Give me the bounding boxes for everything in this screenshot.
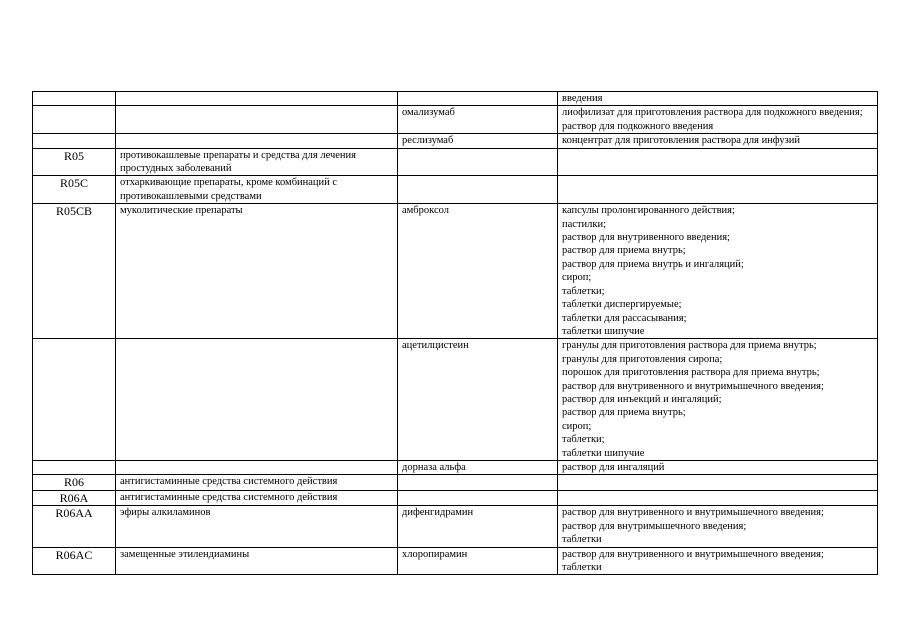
drug-name-cell xyxy=(398,92,558,106)
atc-code-cell xyxy=(33,92,116,106)
dosage-form-item: капсулы пролонгированного действия; xyxy=(562,205,735,217)
dosage-form-item: раствор для приема внутрь; xyxy=(562,245,686,257)
group-name-cell xyxy=(116,92,398,106)
dosage-form-item: таблетки xyxy=(562,562,602,573)
drug-name-cell xyxy=(398,490,558,506)
group-name-cell: муколитические препараты xyxy=(116,204,398,339)
dosage-form-item: раствор для внутривенного и внутримышечного введения; xyxy=(562,507,824,519)
dosage-forms-cell xyxy=(558,92,878,106)
dosage-form-item: раствор для внутривенного и внутримышечного введения; xyxy=(562,380,824,392)
drug-name-cell: ацетилцистеин xyxy=(398,339,558,461)
dosage-form-item: таблетки; xyxy=(562,434,605,446)
dosage-form-item: раствор для приема внутрь и ингаляций; xyxy=(562,258,744,270)
dosage-form-item: таблетки шипучие xyxy=(562,447,645,459)
table-row xyxy=(33,490,878,506)
dosage-form-item: таблетки xyxy=(562,534,602,546)
dosage-form-item: порошок для приготовления раствора для приема внутрь; xyxy=(562,367,820,379)
table-row xyxy=(33,460,878,474)
dosage-form-item: таблетки; xyxy=(562,285,605,297)
table-body xyxy=(33,92,878,575)
dosage-form-item: сироп; xyxy=(562,420,592,432)
dosage-forms-cell xyxy=(558,148,878,176)
table-row xyxy=(33,176,878,204)
drug-name-cell: хлоропирамин xyxy=(398,547,558,575)
drug-name-cell: омализумаб xyxy=(398,106,558,134)
atc-code-cell: R05 xyxy=(33,148,116,176)
table-row xyxy=(33,547,878,575)
dosage-forms-cell xyxy=(558,134,878,148)
dosage-form-item: раствор для ингаляций xyxy=(562,461,665,473)
atc-code-cell xyxy=(33,134,116,148)
group-name-cell: антигистаминные средства системного действия xyxy=(116,490,398,506)
dosage-form-item: лиофилизат для приготовления раствора для подкожного введения; xyxy=(562,107,863,119)
group-name-cell: антигистаминные средства системного действия xyxy=(116,475,398,491)
dosage-form-item: введения xyxy=(562,93,603,104)
group-name-cell: отхаркивающие препараты, кроме комбинаций с противокашлевыми средствами xyxy=(116,176,398,204)
table-row xyxy=(33,506,878,547)
atc-code-cell: R05C xyxy=(33,176,116,204)
atc-code-cell: R05CB xyxy=(33,204,116,339)
dosage-form-item: раствор для приема внутрь; xyxy=(562,407,686,419)
dosage-form-item: сироп; xyxy=(562,272,592,284)
dosage-forms-cell xyxy=(558,506,878,547)
drug-name-cell xyxy=(398,475,558,491)
dosage-form-item: концентрат для приготовления раствора для инфузий xyxy=(562,135,800,147)
atc-code-cell: R06AC xyxy=(33,547,116,575)
drug-name-cell: амброксол xyxy=(398,204,558,339)
dosage-form-item: раствор для внутривенного введения; xyxy=(562,232,730,244)
dosage-forms-cell xyxy=(558,176,878,204)
dosage-form-item: пастилки; xyxy=(562,218,607,230)
atc-code-cell: R06 xyxy=(33,475,116,491)
dosage-form-item: гранулы для приготовления сиропа; xyxy=(562,353,723,365)
dosage-form-item: таблетки диспергируемые; xyxy=(562,299,682,311)
group-name-cell xyxy=(116,460,398,474)
table-row xyxy=(33,134,878,148)
atc-code-cell: R06A xyxy=(33,490,116,506)
atc-code-cell: R06AA xyxy=(33,506,116,547)
dosage-form-item: таблетки шипучие xyxy=(562,325,645,337)
drug-classification-table xyxy=(32,91,878,575)
dosage-form-item: гранулы для приготовления раствора для приема внутрь; xyxy=(562,340,817,352)
dosage-forms-cell xyxy=(558,204,878,339)
table-row xyxy=(33,339,878,461)
dosage-form-item: раствор для внутримышечного введения; xyxy=(562,520,747,532)
atc-code-cell xyxy=(33,106,116,134)
table-row xyxy=(33,475,878,491)
group-name-cell xyxy=(116,106,398,134)
dosage-form-item: раствор для инъекций и ингаляций; xyxy=(562,393,722,405)
dosage-forms-cell xyxy=(558,339,878,461)
dosage-forms-cell xyxy=(558,106,878,134)
dosage-form-item: раствор для внутривенного и внутримышечного введения; xyxy=(562,548,824,560)
dosage-forms-cell xyxy=(558,460,878,474)
table-row xyxy=(33,204,878,339)
drug-name-cell: дорназа альфа xyxy=(398,460,558,474)
atc-code-cell xyxy=(33,460,116,474)
dosage-forms-cell xyxy=(558,475,878,491)
dosage-forms-cell xyxy=(558,490,878,506)
drug-name-cell: реслизумаб xyxy=(398,134,558,148)
group-name-cell: противокашлевые препараты и средства для лечения простудных заболеваний xyxy=(116,148,398,176)
group-name-cell xyxy=(116,134,398,148)
drug-name-cell xyxy=(398,176,558,204)
drug-name-cell xyxy=(398,148,558,176)
group-name-cell: замещенные этилендиамины xyxy=(116,547,398,575)
dosage-form-item: таблетки для рассасывания; xyxy=(562,312,687,324)
table-row xyxy=(33,92,878,106)
group-name-cell: эфиры алкиламинов xyxy=(116,506,398,547)
dosage-forms-cell xyxy=(558,547,878,575)
table-row xyxy=(33,148,878,176)
drug-name-cell: дифенгидрамин xyxy=(398,506,558,547)
table-row xyxy=(33,106,878,134)
group-name-cell xyxy=(116,339,398,461)
dosage-form-item: раствор для подкожного введения xyxy=(562,120,714,132)
atc-code-cell xyxy=(33,339,116,461)
